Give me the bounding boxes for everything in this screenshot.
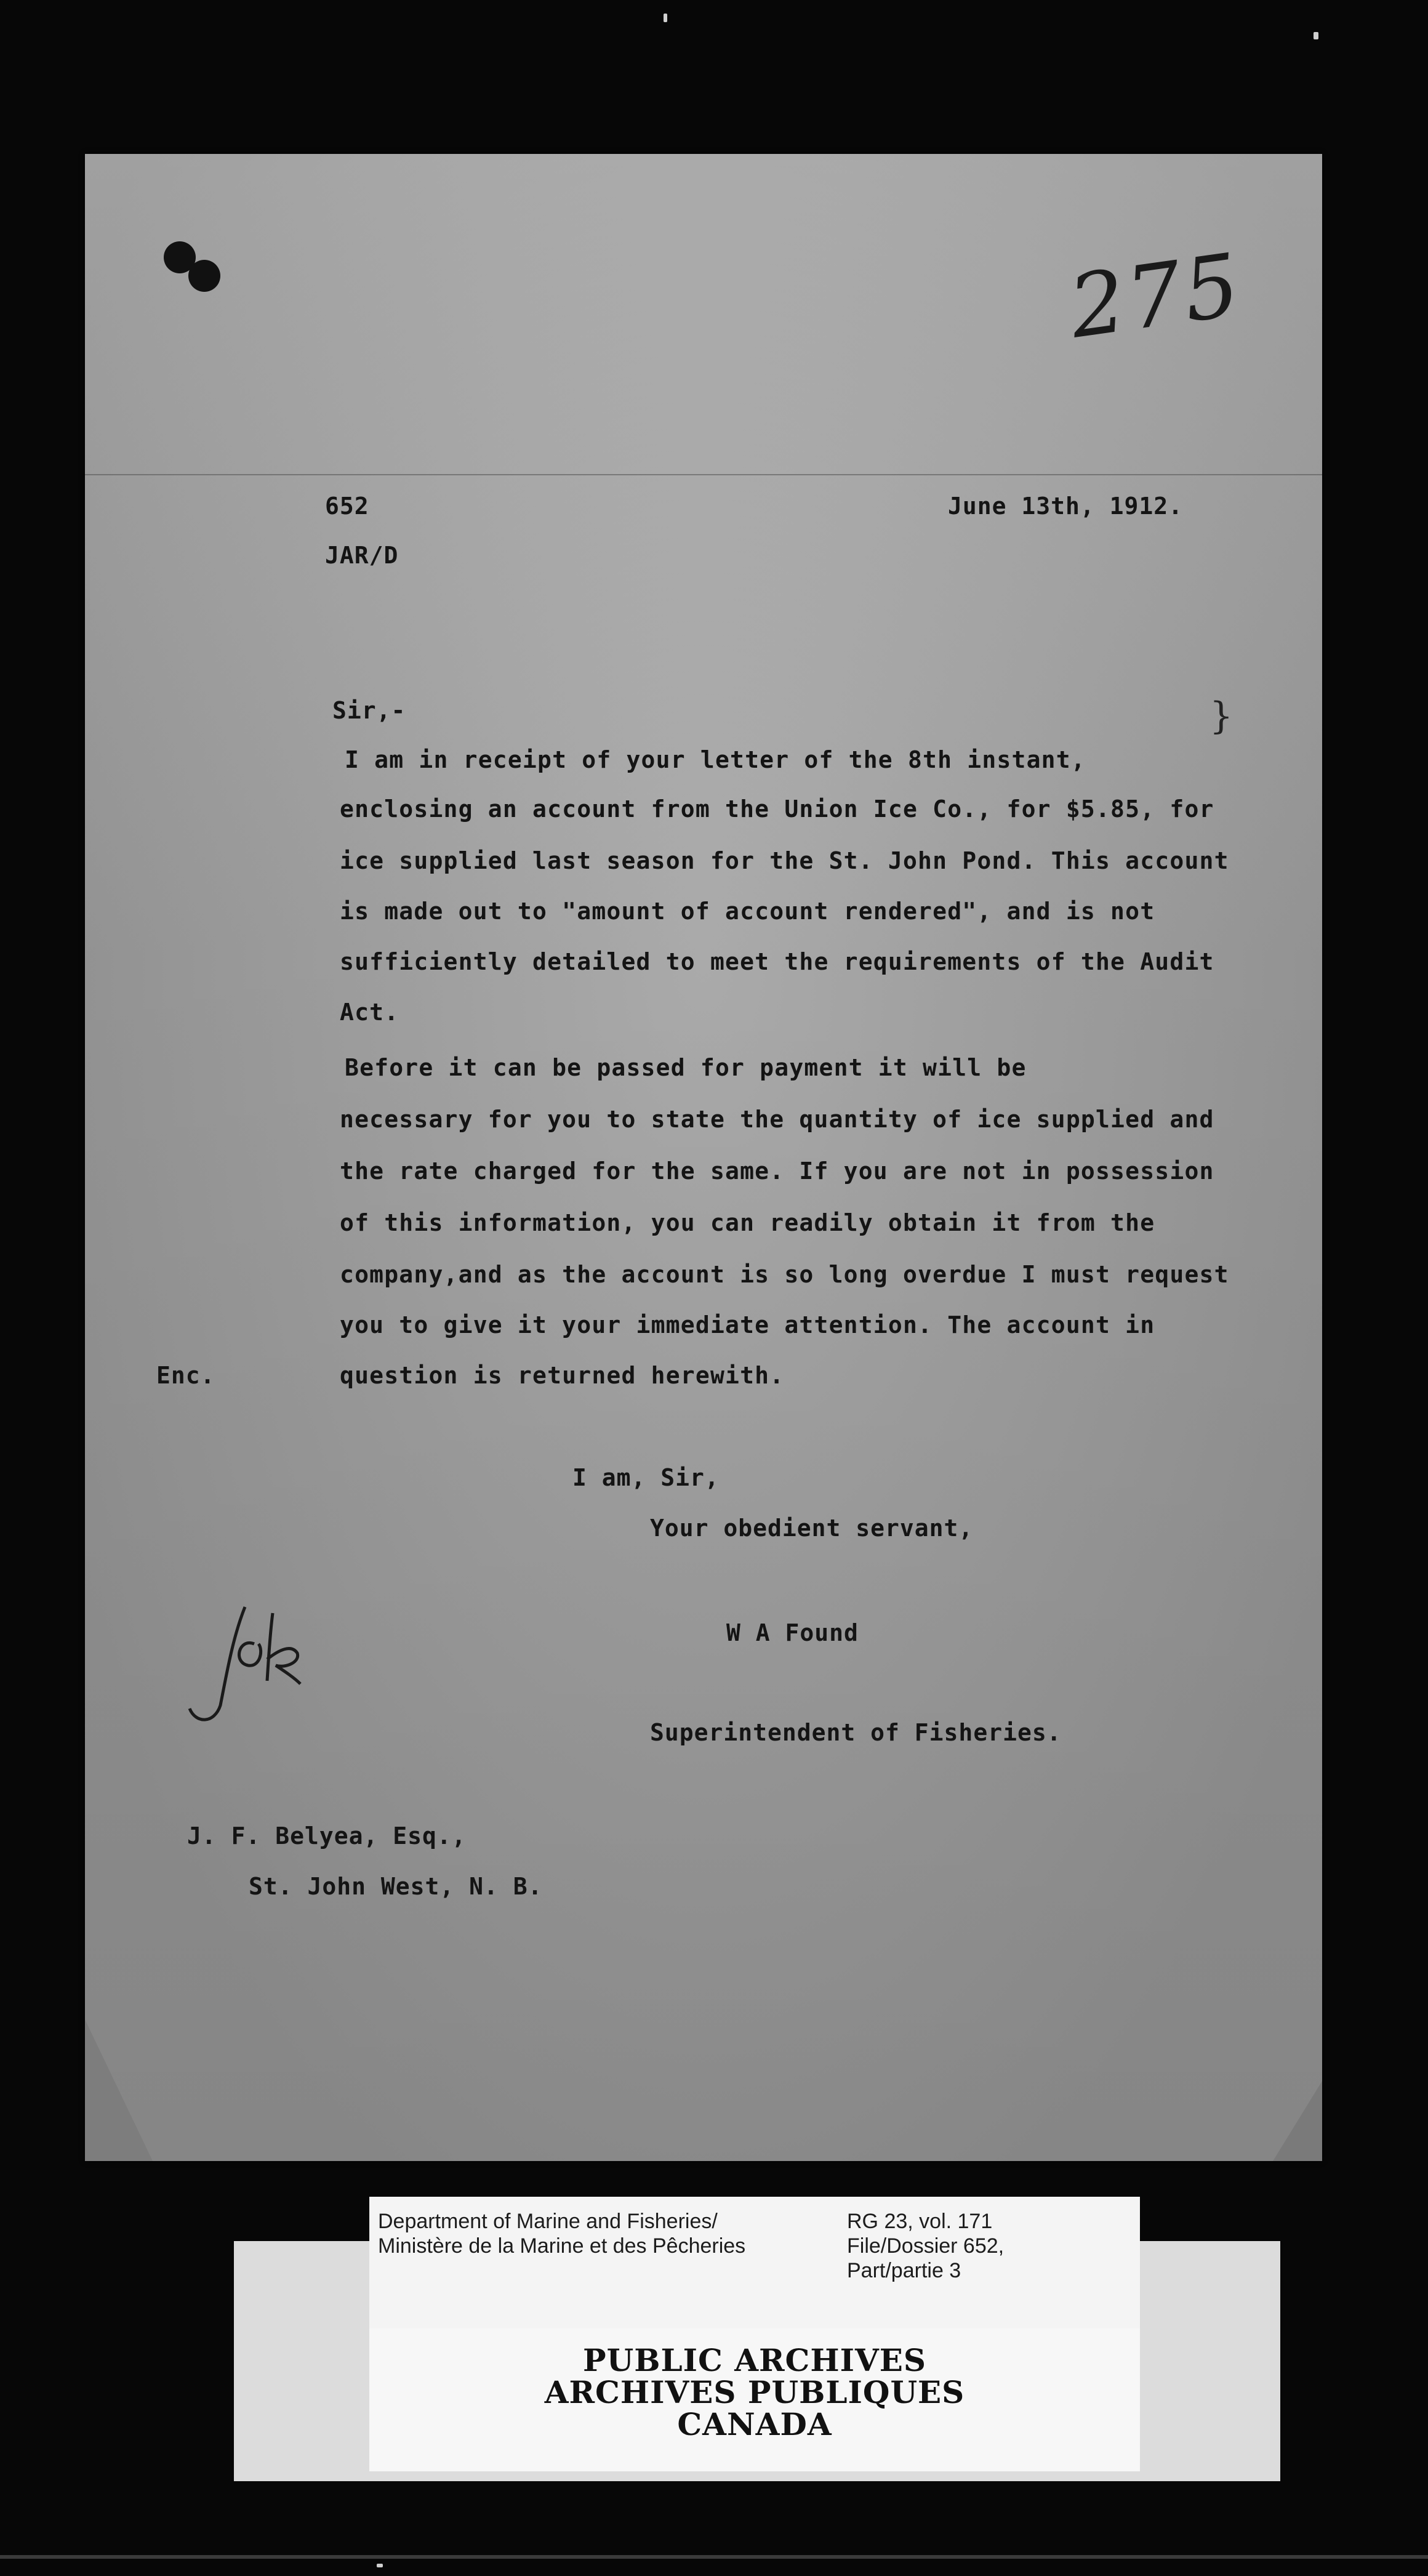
part-partie: Part/partie 3: [847, 2259, 961, 2282]
letter-date: June 13th, 1912.: [948, 493, 1184, 520]
body-line: enclosing an account from the Union Ice Co., for $5.85, for: [340, 795, 1214, 823]
body-line: is made out to "amount of account rendered", and is not: [340, 898, 1155, 925]
body-line: the rate charged for the same. If you are not in possession: [340, 1157, 1214, 1185]
stamp-line-1: PUBLIC ARCHIVES: [583, 2342, 926, 2378]
punch-hole: [188, 260, 220, 292]
body-line: Before it can be passed for payment it will be: [345, 1054, 1027, 1081]
body-line: necessary for you to state the quantity of ice supplied and: [340, 1106, 1214, 1133]
margin-bracket: }: [1209, 694, 1233, 738]
archive-page-number: 275: [1064, 235, 1248, 358]
department-en: Department of Marine and Fisheries/: [378, 2210, 718, 2233]
stamp-line-2: ARCHIVES PUBLIQUES: [544, 2374, 965, 2410]
body-line: question is returned herewith.: [340, 1362, 785, 1389]
body-line: ice supplied last season for the St. John Pond. This account: [340, 847, 1229, 874]
body-line: Act.: [340, 999, 399, 1026]
file-number: 652: [325, 493, 369, 520]
enclosure-note: Enc.: [156, 1362, 215, 1389]
archive-reference-label: [369, 2197, 1140, 2328]
body-line: company,and as the account is so long overdue I must request: [340, 1261, 1229, 1288]
file-dossier: File/Dossier 652,: [847, 2234, 1005, 2258]
handwritten-initials-mark: [153, 1601, 313, 1730]
closing-line-2: Your obedient servant,: [650, 1515, 974, 1542]
signer-name: W A Found: [726, 1619, 859, 1646]
body-line: of this information, you can readily obtain it from the: [340, 1209, 1155, 1236]
body-line: you to give it your immediate attention. The account in: [340, 1311, 1155, 1338]
body-line: I am in receipt of your letter of the 8th instant,: [345, 746, 1086, 773]
body-line: sufficiently detailed to meet the requirements of the Audit: [340, 948, 1214, 975]
archive-stamp: [369, 2328, 1140, 2471]
salutation: Sir,-: [332, 697, 406, 724]
reference-initials: JAR/D: [325, 542, 399, 569]
recipient-name: J. F. Belyea, Esq.,: [187, 1822, 467, 1849]
page-corner-left: [85, 2019, 159, 2161]
stamp-line-3: CANADA: [677, 2406, 832, 2442]
recipient-address: St. John West, N. B.: [249, 1873, 543, 1900]
record-group: RG 23, vol. 171: [847, 2210, 993, 2233]
page-corner-right: [1254, 2081, 1322, 2161]
closing-line-1: I am, Sir,: [572, 1464, 720, 1491]
department-fr: Ministère de la Marine et des Pêcheries: [378, 2234, 746, 2258]
film-bottom-edge: [0, 2555, 1428, 2559]
signer-title: Superintendent of Fisheries.: [650, 1719, 1062, 1746]
fold-line: [85, 474, 1322, 475]
